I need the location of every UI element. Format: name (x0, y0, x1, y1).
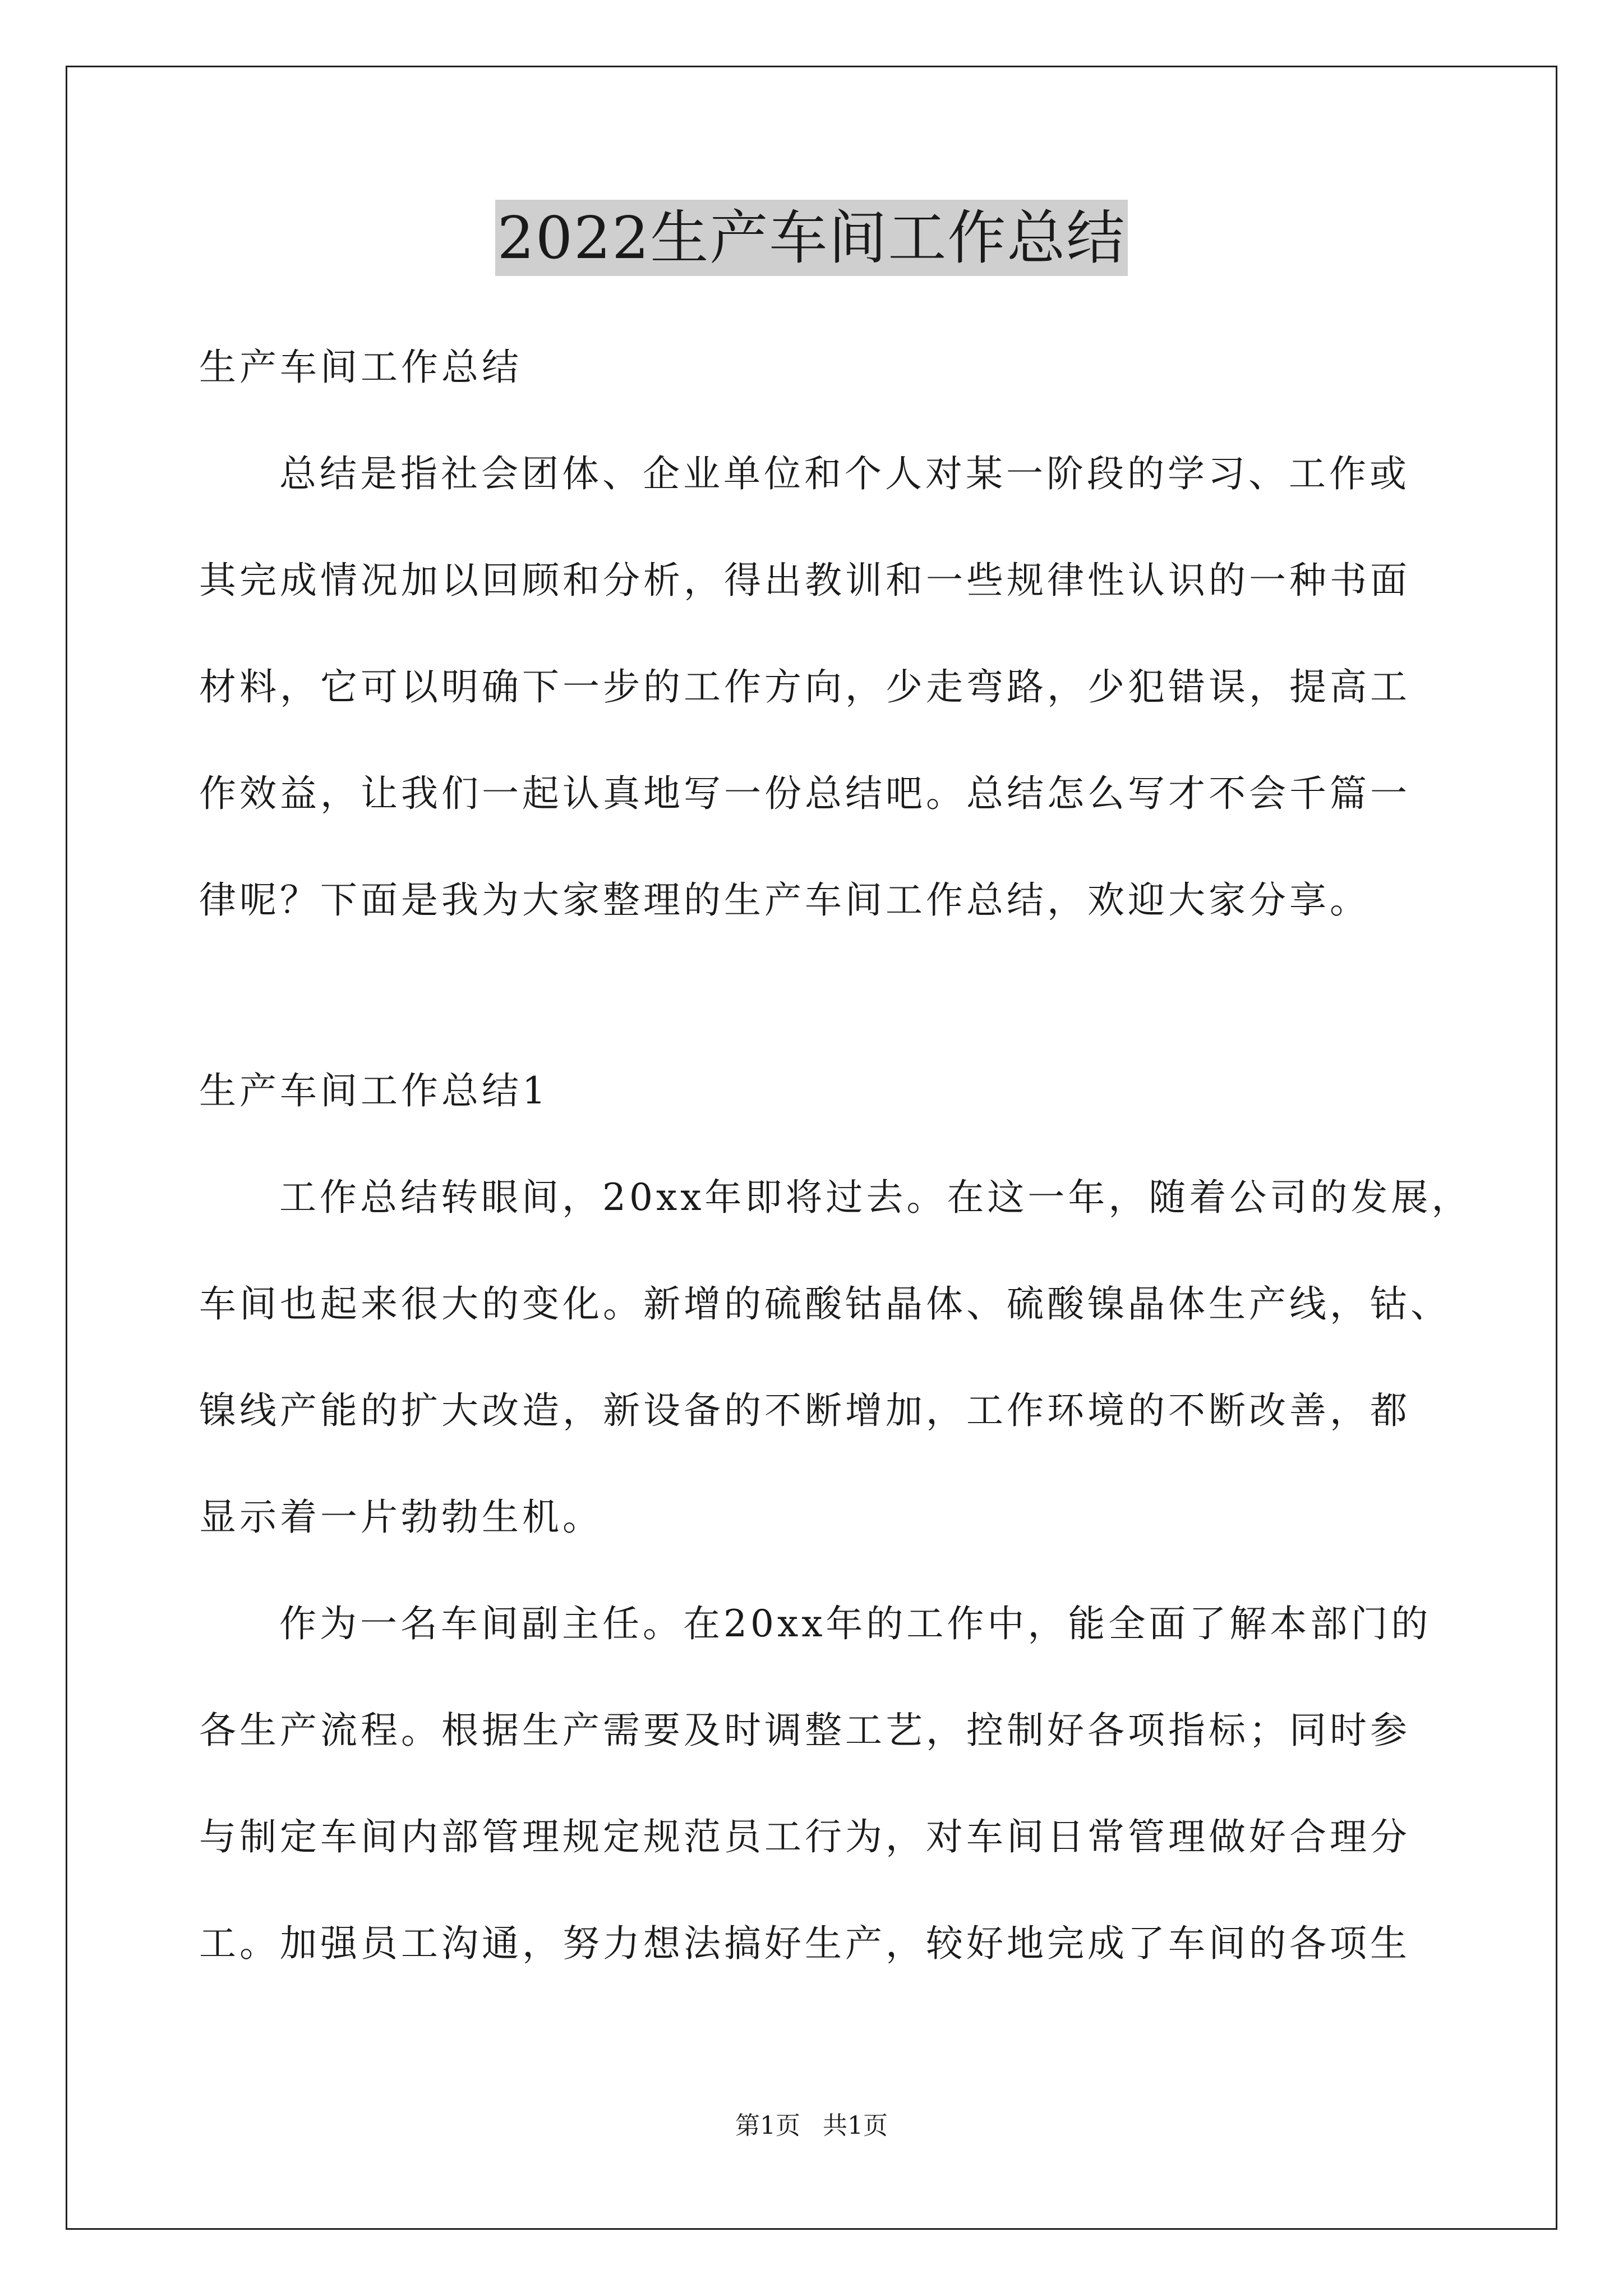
paragraph-line: 显示着一片勃勃生机。 (199, 1496, 603, 1539)
section-gap (199, 954, 1478, 1038)
paragraph-line: 工。加强员工沟通，努力想法搞好生产，较好地完成了车间的各项生 (199, 1922, 1410, 1965)
section-heading: 生产车间工作总结 (199, 346, 522, 389)
paragraph-line: 作为一名车间副主任。在20xx年的工作中，能全面了解本部门的 (279, 1602, 1432, 1645)
page-total: 共1页 (823, 2111, 888, 2140)
paragraph-line: 工作总结转眼间，20xx年即将过去。在这一年，随着公司的发展， (279, 1176, 1472, 1219)
paragraph-line: 材料，它可以明确下一步的工作方向，少走弯路，少犯错误，提高工 (199, 665, 1410, 708)
paragraph-line: 律呢？下面是我为大家整理的生产车间工作总结，欢迎大家分享。 (199, 878, 1370, 922)
paragraph-line: 与制定车间内部管理规定规范员工行为，对车间日常管理做好合理分 (199, 1815, 1410, 1858)
paragraph-line: 总结是指社会团体、企业单位和个人对某一阶段的学习、工作或 (279, 452, 1410, 495)
section-heading: 生产车间工作总结1 (199, 1069, 549, 1112)
paragraph-line: 镍线产能的扩大改造，新设备的不断增加，工作环境的不断改善，都 (199, 1389, 1410, 1432)
page-footer (0, 2109, 1623, 2143)
paragraph-line: 作效益，让我们一起认真地写一份总结吧。总结怎么写才不会千篇一 (199, 772, 1410, 815)
page-number: 第1页 (735, 2111, 800, 2140)
paragraph-line: 各生产流程。根据生产需要及时调整工艺，控制好各项指标；同时参 (199, 1709, 1410, 1752)
title-block (0, 200, 1623, 276)
document-body (199, 314, 1478, 1997)
paragraph-line: 车间也起来很大的变化。新增的硫酸钴晶体、硫酸镍晶体生产线，钴、 (199, 1282, 1451, 1326)
document-title: 2022生产车间工作总结 (495, 200, 1128, 276)
paragraph-line: 其完成情况加以回顾和分析，得出教训和一些规律性认识的一种书面 (199, 559, 1410, 602)
